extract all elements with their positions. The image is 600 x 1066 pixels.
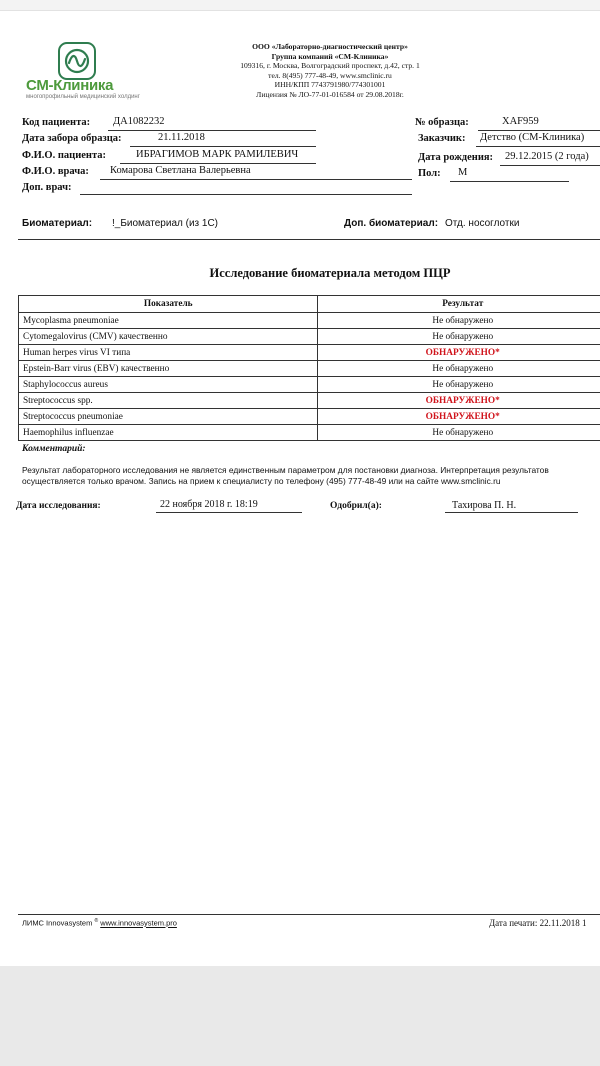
sample-no-label: № образца: <box>415 117 469 128</box>
table-header-row <box>19 296 600 313</box>
sex-underline <box>450 181 569 182</box>
lims-link[interactable]: www.innovasystem.pro <box>100 918 177 928</box>
table-row <box>19 377 600 393</box>
sample-no: ХАF959 <box>502 116 539 127</box>
indicator-name: Epstein-Barr virus (EBV) качественно <box>19 361 318 377</box>
col-indicator-header: Показатель <box>19 296 318 313</box>
indicator-result: Не обнаружено <box>318 329 600 345</box>
sample-date-label: Дата забора образца: <box>22 133 122 144</box>
patient-name-underline <box>120 163 316 164</box>
indicator-result-detected: ОБНАРУЖЕНО* <box>318 409 600 425</box>
footer-divider <box>18 914 600 915</box>
clinic-logo-subtitle: многопрофильный медицинский холдинг <box>26 94 140 100</box>
table-row <box>19 425 600 441</box>
lims-registered-mark: ® <box>94 918 99 924</box>
lab-inn: ИНН/КПП 7743791980/774301001 <box>274 80 386 90</box>
patient-name: ИБРАГИМОВ МАРК РАМИЛЕВИЧ <box>136 149 299 160</box>
table-row <box>19 329 600 345</box>
indicator-result-detected: ОБНАРУЖЕНО* <box>318 345 600 361</box>
approved-label: Одобрил(а): <box>330 501 382 511</box>
table-row <box>19 345 600 361</box>
lims-name: ЛИМС Innovasystem <box>22 918 93 928</box>
patient-code-label: Код пациента: <box>22 117 91 128</box>
study-date-label: Дата исследования: <box>16 501 101 511</box>
clinic-logo-name: СМ-Клиника <box>26 77 114 94</box>
print-date: Дата печати: 22.11.2018 1 <box>489 918 587 928</box>
patient-code-underline <box>108 130 316 131</box>
table-row <box>19 313 600 329</box>
lab-name: ООО «Лабораторно-диагностический центр» <box>252 42 408 51</box>
customer: Детство (СМ-Клиника) <box>480 132 585 143</box>
indicator-name: Staphylococcus aureus <box>19 377 318 393</box>
page-top-edge <box>0 0 600 11</box>
table-row <box>19 409 600 425</box>
indicator-name: Mycoplasma pneumoniae <box>19 313 318 329</box>
study-date: 22 ноября 2018 г. 18:19 <box>160 499 258 510</box>
indicator-name: Haemophilus influenzae <box>19 425 318 441</box>
birth-date: 29.12.2015 (2 года) <box>505 151 589 162</box>
biomaterial-label: Биоматериал: <box>22 218 93 229</box>
lab-address: 109316, г. Москва, Волгоградский проспект, д.42, стр. 1 <box>240 61 420 71</box>
sex: М <box>458 167 468 178</box>
clinic-logo-icon <box>58 42 96 80</box>
add-doctor-label: Доп. врач: <box>22 182 72 193</box>
doctor-label: Ф.И.О. врача: <box>22 166 89 177</box>
table-row <box>19 393 600 409</box>
indicator-name: Streptococcus spp. <box>19 393 318 409</box>
customer-label: Заказчик: <box>418 133 466 144</box>
lab-group: Группа компаний «СМ-Клиника» <box>271 51 389 61</box>
indicator-result: Не обнаружено <box>318 313 600 329</box>
sample-no-underline <box>478 130 600 131</box>
indicator-result: Не обнаружено <box>318 361 600 377</box>
disclaimer-note: Результат лабораторного исследования не является единственным параметром для постановки диагноза. Интерпретация результатов осуществляется только врачом. Запись на прием к специалисту по телефону (495) 777-48-49 или на сайте www.smclinic.ru <box>22 465 549 486</box>
footer-lims <box>22 918 177 928</box>
patient-name-label: Ф.И.О. пациента: <box>22 150 106 161</box>
biomaterial-divider <box>18 239 600 240</box>
customer-underline <box>476 146 600 147</box>
biomaterial-value: !_Биоматериал (из 1С) <box>112 218 219 229</box>
lab-header <box>160 42 500 100</box>
report-title: Исследование биоматериала методом ПЦР <box>209 266 451 280</box>
col-result-header: Результат <box>318 296 600 313</box>
approved-by: Тахирова П. Н. <box>452 500 517 511</box>
indicator-name: Cytomegalovirus (CMV) качественно <box>19 329 318 345</box>
results-table <box>18 295 600 441</box>
birth-label: Дата рождения: <box>418 152 494 163</box>
sample-date: 21.11.2018 <box>158 132 205 143</box>
lab-license: Лицензия № ЛО-77-01-016584 от 29.08.2018г. <box>256 89 404 99</box>
indicator-result: Не обнаружено <box>318 425 600 441</box>
add-biomaterial-label: Доп. биоматериал: <box>344 218 439 229</box>
comment-label: Комментарий: <box>22 444 86 454</box>
indicator-name: Streptococcus pneumoniae <box>19 409 318 425</box>
doctor-underline <box>100 179 412 180</box>
patient-code: ДА1082232 <box>113 116 165 127</box>
approved-underline <box>445 512 578 513</box>
table-row <box>19 361 600 377</box>
add-doctor-underline <box>80 194 412 195</box>
add-biomaterial-value: Отд. носоглотки <box>445 218 520 229</box>
birth-underline <box>500 165 600 166</box>
sex-label: Пол: <box>418 168 441 179</box>
indicator-result: Не обнаружено <box>318 377 600 393</box>
indicator-name: Human herpes virus VI типа <box>19 345 318 361</box>
lab-contacts: тел. 8(495) 777-48-49, www.smclinic.ru <box>268 70 392 80</box>
study-date-underline <box>156 512 302 513</box>
indicator-result-detected: ОБНАРУЖЕНО* <box>318 393 600 409</box>
sample-date-underline <box>130 146 316 147</box>
doctor-name: Комарова Светлана Валерьевна <box>110 165 251 176</box>
